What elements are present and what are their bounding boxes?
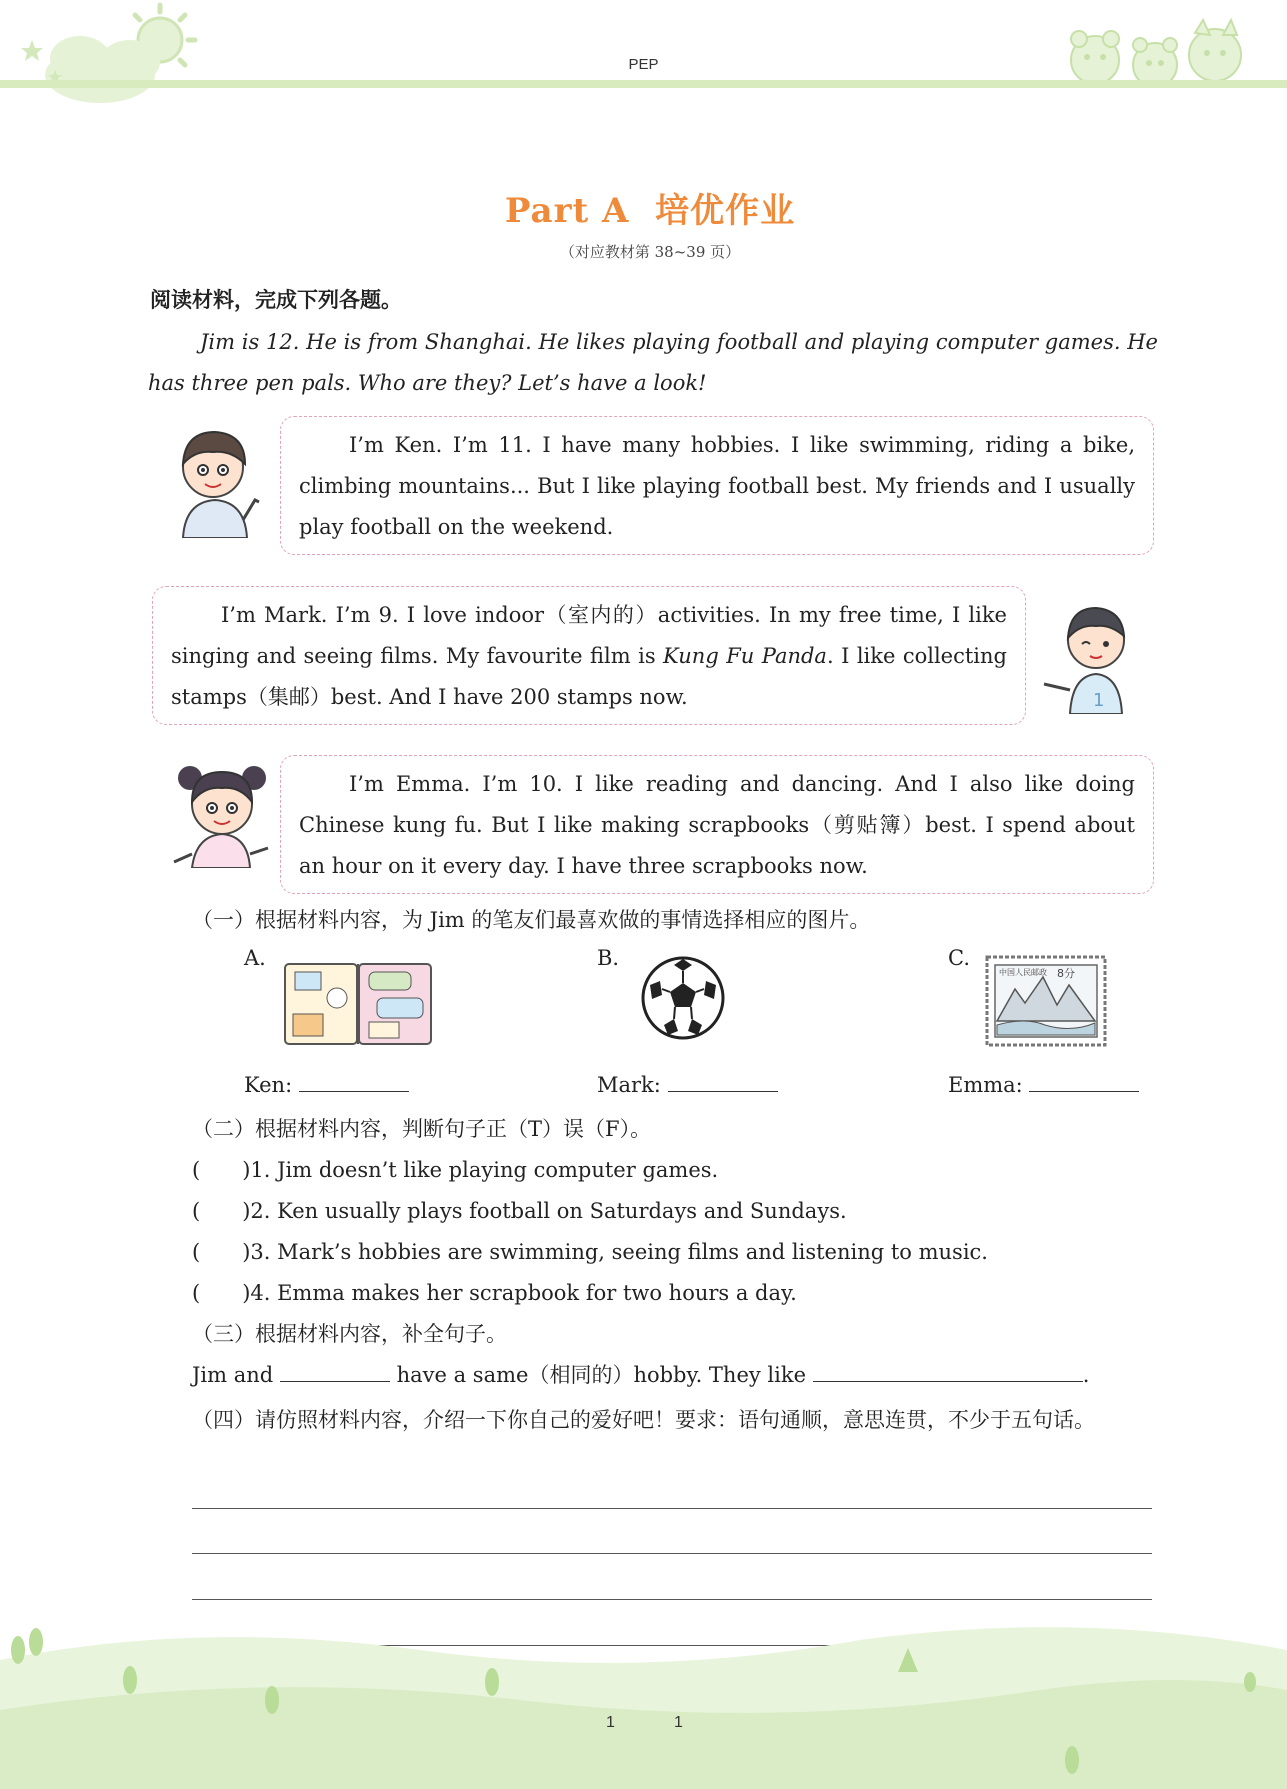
boy-ken-icon — [165, 420, 265, 538]
option-a-letter: A. — [244, 946, 266, 970]
part1-heading: （一）根据材料内容，为 Jim 的笔友们最喜欢做的事情选择相应的图片。 — [192, 908, 871, 932]
stamp-value: 8分 — [1057, 967, 1075, 980]
footer-hills — [0, 1620, 1287, 1789]
blank-emma: Emma: — [948, 1069, 1139, 1097]
scrapbook-icon — [283, 958, 433, 1048]
svg-text:1: 1 — [1093, 690, 1105, 711]
pen-pal-box-mark — [152, 586, 1026, 725]
answer-blank-mark[interactable] — [668, 1069, 778, 1092]
answer-blank-emma[interactable] — [1029, 1069, 1139, 1092]
part4-heading: （四）请仿照材料内容，介绍一下你自己的爱好吧！要求：语句通顺，意思连贯，不少于五句话。 — [192, 1408, 1095, 1432]
header-decoration-right — [1055, 15, 1255, 90]
intro-paragraph: Jim is 12. He is from Shanghai. He likes playing football and playing computer games. He has three pen pals. Who are they? Let’s have a look! — [148, 330, 1158, 395]
part3-blank-hobby[interactable] — [813, 1359, 1083, 1382]
blank-mark: Mark: — [597, 1069, 778, 1097]
tf-item-2[interactable]: ( )2. Ken usually plays football on Saturdays and Sundays. — [192, 1199, 847, 1223]
girl-emma-icon — [170, 758, 270, 868]
header-label: PEP — [628, 56, 659, 73]
blank-ken: Ken: — [244, 1069, 409, 1097]
part3-heading: （三）根据材料内容，补全句子。 — [192, 1322, 507, 1346]
page-subtitle: （对应教材第 38~39 页） — [559, 243, 741, 261]
mark-text-after: . I like collecting stamps（集邮）best. And I have 200 stamps now. — [171, 644, 1007, 709]
writing-line-1[interactable] — [192, 1508, 1152, 1509]
part2-heading: （二）根据材料内容，判断句子正（T）误（F）。 — [192, 1117, 652, 1141]
part3-sentence: Jim and have a same（相同的）hobby. They like . — [192, 1359, 1089, 1389]
tf-item-1[interactable]: ( )1. Jim doesn’t like playing computer games. — [192, 1158, 719, 1182]
answer-blank-ken[interactable] — [299, 1069, 409, 1092]
pen-pal-box-emma — [280, 755, 1154, 894]
tf-item-3[interactable]: ( )3. Mark’s hobbies are swimming, seeing films and listening to music. — [192, 1240, 988, 1264]
instruction: 阅读材料，完成下列各题。 — [150, 288, 402, 312]
stamp-text: 中国人民邮政 — [999, 968, 1047, 977]
page-number-right: 1 — [674, 1714, 683, 1731]
emma-text: I’m Emma. I’m 10. I like reading and dancing. And I also like doing Chinese kung fu. But I like making scrapbooks（剪贴簿）best. I spend about an hour on it every day. I have three scrapbooks now. — [299, 772, 1135, 878]
header-band — [0, 80, 1287, 88]
mark-text-before: I’m Mark. I’m 9. I love indoor（室内的）activities. In my free time, I like singing and seeing films. My favourite film is — [171, 603, 1007, 668]
page-title: Part A 培优作业 — [504, 191, 796, 231]
football-icon — [640, 955, 726, 1041]
mark-film-title: Kung Fu Panda — [663, 644, 827, 668]
tf-item-4[interactable]: ( )4. Emma makes her scrapbook for two hours a day. — [192, 1281, 797, 1305]
header-decoration-left — [0, 0, 220, 110]
animal-faces-icon — [1071, 20, 1241, 87]
writing-line-2[interactable] — [192, 1553, 1152, 1554]
pen-pal-box-ken — [280, 416, 1154, 555]
option-c-letter: C. — [948, 946, 970, 970]
ken-text: I’m Ken. I’m 11. I have many hobbies. I like swimming, riding a bike, climbing mountains... But I like playing football best. My friends and I usually play football on the weekend. — [299, 433, 1135, 539]
part3-blank-name[interactable] — [280, 1359, 390, 1382]
writing-line-3[interactable] — [192, 1599, 1152, 1600]
option-b-letter: B. — [597, 946, 620, 970]
page-number-left: 1 — [606, 1714, 615, 1731]
boy-mark-icon — [1040, 594, 1140, 714]
stamp-icon — [985, 955, 1107, 1047]
